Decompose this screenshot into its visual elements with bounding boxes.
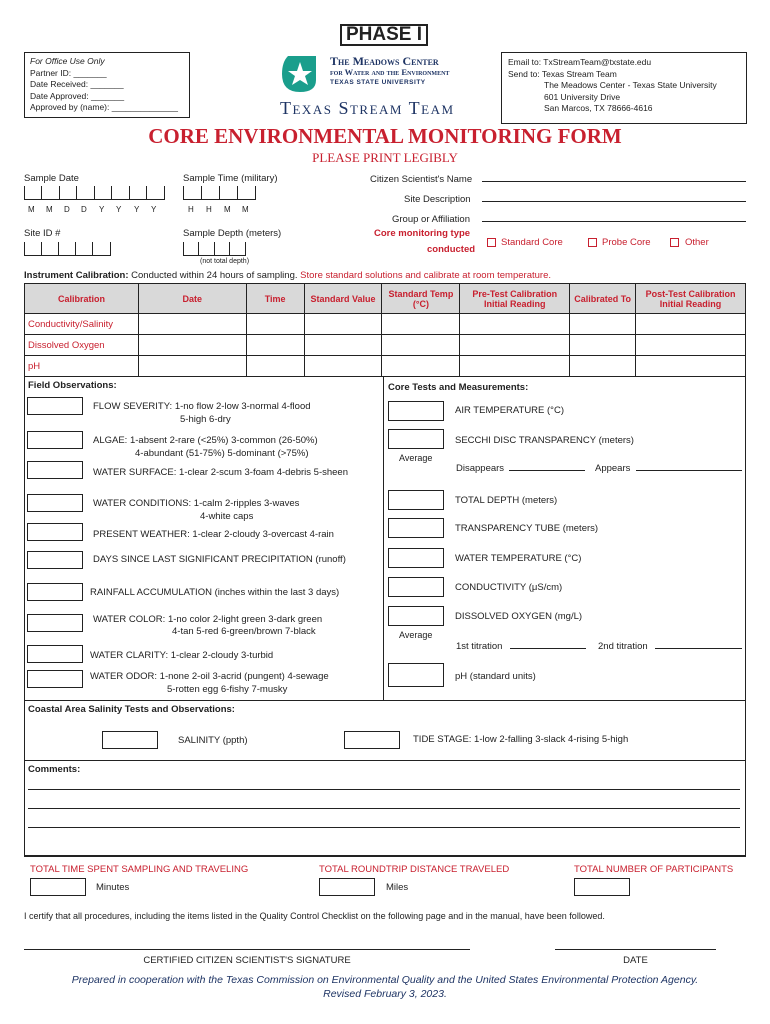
standard-core-checkbox[interactable] [487, 238, 496, 247]
water-color-input[interactable] [27, 614, 83, 632]
revised-date: Revised February 3, 2023. [323, 988, 447, 1000]
group-input[interactable] [482, 221, 746, 222]
core-tests-title: Core Tests and Measurements: [388, 382, 529, 393]
citizen-name-label: Citizen Scientist's Name [370, 174, 473, 185]
calibration-table [24, 283, 746, 377]
algae-label-2: 4-abundant (51-75%) 5-dominant (>75%) [135, 448, 309, 459]
probe-core-checkbox[interactable] [588, 238, 597, 247]
site-id-label: Site ID # [24, 228, 61, 239]
site-description-input[interactable] [482, 201, 746, 202]
water-conditions-input[interactable] [27, 494, 83, 512]
contact-addr2: 601 University Drive [544, 91, 621, 102]
algae-input[interactable] [27, 431, 83, 449]
cal-header-calibration: Calibration [25, 284, 139, 314]
other-label: Other [685, 237, 709, 248]
cal-header-calibrated-to: Calibrated To [570, 284, 636, 314]
rainfall-input[interactable] [27, 583, 83, 601]
table-cell[interactable] [138, 314, 246, 335]
star-icon [280, 54, 320, 94]
monitoring-type-label: Core monitoring type [374, 228, 471, 239]
date-label: DATE [623, 955, 648, 966]
citizen-name-input[interactable] [482, 181, 746, 182]
sample-depth-note: (not total depth) [200, 258, 250, 265]
sample-date-label: Sample Date [24, 173, 79, 184]
water-temperature-input[interactable] [388, 548, 444, 568]
water-color-label: WATER COLOR: 1-no color 2-light green 3-dark green [93, 614, 323, 625]
second-titration-input[interactable] [655, 648, 742, 649]
contact-addr1: The Meadows Center - Texas State University [544, 80, 717, 90]
logo-line2: for Water and the Environment [330, 67, 450, 77]
cal-header-date: Date [138, 284, 246, 314]
table-cell[interactable] [460, 314, 570, 335]
appears-label: Appears [595, 463, 631, 474]
contact-addr3: San Marcos, TX 78666-4616 [544, 103, 653, 113]
tide-stage-input[interactable] [344, 731, 400, 749]
dissolved-oxygen-label: DISSOLVED OXYGEN (mg/L) [455, 611, 583, 622]
coastal-title: Coastal Area Salinity Tests and Observations: [28, 704, 235, 715]
table-cell[interactable] [460, 335, 570, 356]
office-use-box [24, 52, 190, 118]
water-surface-input[interactable] [27, 461, 83, 479]
sample-depth-input[interactable] [183, 242, 245, 256]
total-distance-unit: Miles [386, 882, 409, 893]
air-temperature-label: AIR TEMPERATURE (°C) [455, 405, 565, 416]
table-cell[interactable] [246, 335, 304, 356]
cal-row-conductivity: Conductivity/Salinity [25, 314, 139, 335]
first-titration-input[interactable] [510, 648, 586, 649]
sample-depth-label: Sample Depth (meters) [183, 228, 282, 239]
air-temperature-input[interactable] [388, 401, 444, 421]
prepared-statement: Prepared in cooperation with the Texas Commission on Environmental Quality and the United States Environmental Protection Agency. [71, 974, 699, 986]
phase-label: PHASE I [340, 24, 428, 46]
calibration-intro: Instrument Calibration: Conducted within 24 hours of sampling. Store standard solutions and calibrate at room temperature. [24, 270, 551, 281]
table-cell[interactable] [246, 314, 304, 335]
group-label: Group or Affiliation [392, 214, 470, 225]
table-cell[interactable] [138, 356, 246, 377]
cal-header-time: Time [246, 284, 304, 314]
logo-line4: Texas Stream Team [280, 98, 455, 118]
water-odor-label-2: 5-rotten egg 6-fishy 7-musky [167, 684, 288, 695]
total-time-label: TOTAL TIME SPENT SAMPLING AND TRAVELING [30, 864, 249, 875]
table-cell[interactable] [304, 335, 382, 356]
total-participants-label: TOTAL NUMBER OF PARTICIPANTS [574, 864, 734, 875]
water-odor-input[interactable] [27, 670, 83, 688]
comments-line-2[interactable] [28, 808, 740, 809]
table-cell[interactable] [382, 356, 460, 377]
algae-label: ALGAE: 1-absent 2-rare (<25%) 3-common (26-50%) [93, 435, 318, 446]
comments-line-1[interactable] [28, 789, 740, 790]
other-checkbox[interactable] [670, 238, 679, 247]
contact-email: Email to: TxStreamTeam@txstate.edu [508, 57, 652, 67]
total-time-input[interactable] [30, 878, 86, 896]
table-cell[interactable] [570, 356, 636, 377]
total-distance-label: TOTAL ROUNDTRIP DISTANCE TRAVELED [319, 864, 510, 875]
do-average-label: Average [399, 630, 433, 640]
cal-header-pretest: Pre-Test Calibration Initial Reading [460, 284, 570, 314]
water-temperature-label: WATER TEMPERATURE (°C) [455, 553, 582, 564]
table-cell[interactable] [246, 356, 304, 377]
disappears-label: Disappears [456, 463, 505, 474]
water-conditions-label-2: 4-white caps [200, 511, 254, 522]
flow-severity-input[interactable] [27, 397, 83, 415]
secchi-input[interactable] [388, 429, 444, 449]
total-depth-label: TOTAL DEPTH (meters) [455, 495, 558, 506]
date-approved: Date Approved: _______ [30, 90, 125, 101]
office-use-title: For Office Use Only [30, 56, 105, 66]
standard-core-label: Standard Core [501, 237, 563, 248]
logo-line1: The Meadows Center [330, 54, 439, 68]
table-cell[interactable] [138, 335, 246, 356]
date-received: Date Received: _______ [30, 79, 124, 89]
tide-stage-label: TIDE STAGE: 1-low 2-falling 3-slack 4-rising 5-high [413, 734, 629, 745]
table-cell[interactable] [636, 356, 746, 377]
appears-input[interactable] [636, 470, 742, 471]
water-conditions-label: WATER CONDITIONS: 1-calm 2-ripples 3-waves [93, 498, 300, 509]
cal-header-posttest: Post-Test Calibration Initial Reading [636, 284, 746, 314]
contact-send-to: Send to: Texas Stream Team [508, 68, 617, 79]
table-cell[interactable] [382, 335, 460, 356]
salinity-label: SALINITY (ppth) [178, 735, 248, 746]
first-titration-label: 1st titration [456, 641, 503, 652]
probe-core-label: Probe Core [602, 237, 651, 248]
second-titration-label: 2nd titration [598, 641, 648, 652]
form-subtitle: PLEASE PRINT LEGIBLY [312, 150, 458, 165]
rainfall-label: RAINFALL ACCUMULATION (inches within the last 3 days) [90, 587, 340, 598]
water-color-label-2: 4-tan 5-red 6-green/brown 7-black [172, 626, 316, 637]
site-id-input[interactable] [24, 242, 110, 256]
total-distance-input[interactable] [319, 878, 375, 896]
flow-severity-label: FLOW SEVERITY: 1-no flow 2-low 3-normal 4-flood [93, 401, 311, 412]
comments-title: Comments: [28, 764, 81, 775]
table-cell[interactable] [570, 335, 636, 356]
meadows-logo [280, 52, 480, 122]
disappears-input[interactable] [509, 470, 585, 471]
conductivity-label: CONDUCTIVITY (μS/cm) [455, 582, 563, 593]
site-description-label: Site Description [404, 194, 471, 205]
total-time-unit: Minutes [96, 882, 130, 893]
cal-row-dissolved-oxygen: Dissolved Oxygen [25, 335, 139, 356]
ph-input[interactable] [388, 663, 444, 687]
table-cell[interactable] [382, 314, 460, 335]
approved-by: Approved by (name): ______________ [30, 102, 178, 112]
cal-header-standard-value: Standard Value [304, 284, 382, 314]
total-participants-input[interactable] [574, 878, 630, 896]
days-since-precip-label: DAYS SINCE LAST SIGNIFICANT PRECIPITATION (runoff) [93, 554, 346, 565]
present-weather-label: PRESENT WEATHER: 1-clear 2-cloudy 3-overcast 4-rain [93, 529, 334, 540]
secchi-average-label: Average [399, 453, 433, 463]
salinity-input[interactable] [102, 731, 158, 749]
total-depth-input[interactable] [388, 490, 444, 510]
signature-label: CERTIFIED CITIZEN SCIENTIST'S SIGNATURE [143, 955, 351, 966]
contact-box [501, 52, 747, 124]
water-clarity-input[interactable] [27, 645, 83, 663]
sample-date-input[interactable] [24, 186, 164, 200]
partner-id: Partner ID: _______ [30, 67, 107, 78]
ph-label: pH (standard units) [455, 671, 536, 682]
water-surface-label: WATER SURFACE: 1-clear 2-scum 3-foam 4-debris 5-sheen [93, 467, 348, 478]
signature-input[interactable] [24, 949, 470, 950]
transparency-tube-input[interactable] [388, 518, 444, 538]
date-input[interactable] [555, 949, 716, 950]
water-clarity-label: WATER CLARITY: 1-clear 2-cloudy 3-turbid [90, 650, 274, 661]
table-cell[interactable] [570, 314, 636, 335]
table-cell[interactable] [636, 314, 746, 335]
cal-row-ph: pH [25, 356, 139, 377]
present-weather-input[interactable] [27, 523, 83, 541]
cal-header-standard-temp: Standard Temp (°C) [382, 284, 460, 314]
water-odor-label: WATER ODOR: 1-none 2-oil 3-acrid (pungent) 4-sewage [90, 671, 329, 682]
conductivity-input[interactable] [388, 577, 444, 597]
flow-severity-label-2: 5-high 6-dry [180, 414, 231, 425]
comments-line-3[interactable] [28, 827, 740, 828]
field-observations-title: Field Observations: [28, 380, 117, 391]
table-cell[interactable] [636, 335, 746, 356]
table-cell[interactable] [304, 356, 382, 377]
sample-time-label: Sample Time (military) [183, 173, 278, 184]
certify-statement: I certify that all procedures, including the items listed in the Quality Control Checklist on the following page and in the manual, have been followed. [24, 911, 605, 921]
secchi-label: SECCHI DISC TRANSPARENCY (meters) [455, 435, 634, 446]
monitoring-type-label-2: conducted [427, 244, 476, 255]
logo-line3: TEXAS STATE UNIVERSITY [330, 79, 426, 86]
dissolved-oxygen-input[interactable] [388, 606, 444, 626]
table-cell[interactable] [304, 314, 382, 335]
days-since-precip-input[interactable] [27, 551, 83, 569]
transparency-tube-label: TRANSPARENCY TUBE (meters) [455, 523, 599, 534]
form-title: CORE ENVIRONMENTAL MONITORING FORM [148, 124, 622, 148]
table-cell[interactable] [460, 356, 570, 377]
sample-time-input[interactable] [183, 186, 255, 200]
